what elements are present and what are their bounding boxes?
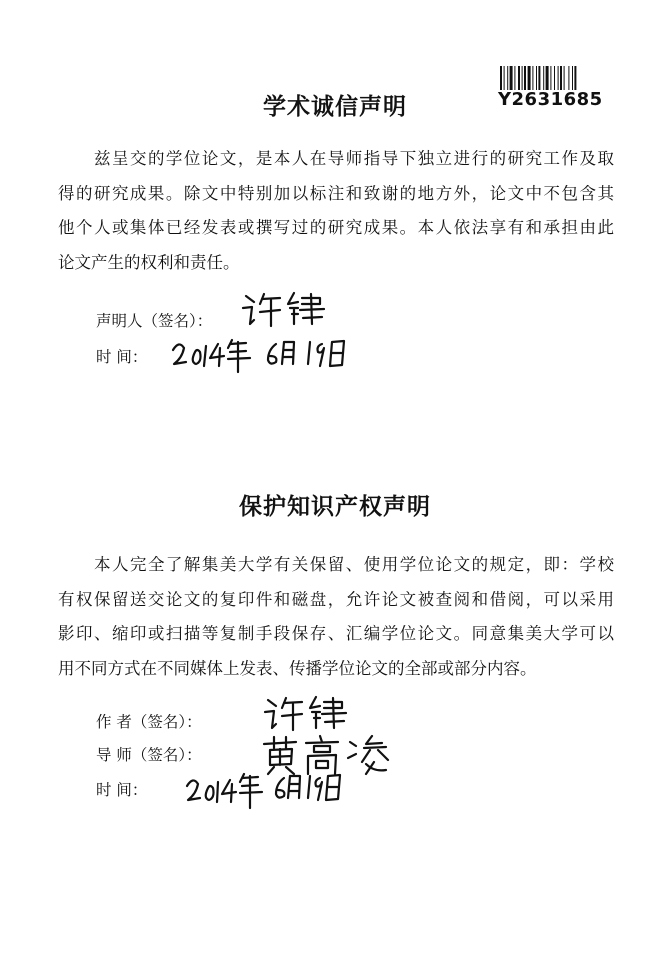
- barcode-number: Y2631685: [498, 89, 603, 110]
- paragraph-line: 用不同方式在不同媒体上发表、传播学位论文的全部或部分内容。: [58, 658, 537, 678]
- declarant-signature: [240, 290, 330, 330]
- date-label: 时 间：: [96, 781, 148, 799]
- paragraph-line: 影印、缩印或扫描等复制手段保存、汇编学位论文。同意集美大学可以: [58, 624, 614, 643]
- paragraph-line: 本人完全了解集美大学有关保留、使用学位论文的规定，即：学校: [94, 555, 614, 574]
- paragraph-line: 兹呈交的学位论文，是本人在导师指导下独立进行的研究工作及取: [94, 149, 614, 168]
- academic-integrity-paragraph: [58, 142, 614, 280]
- author-label: 作 者（签名）：: [96, 713, 202, 731]
- author-signature: [262, 694, 352, 734]
- paragraph-line: 得的研究成果。除文中特别加以标注和致谢的地方外，论文中不包含其: [58, 183, 614, 203]
- ip-protection-title: 保护知识产权声明: [239, 494, 431, 520]
- declarant-label: 声明人（签名）：: [96, 312, 213, 330]
- barcode: [500, 66, 604, 90]
- supervisor-label: 导 师（签名）：: [96, 746, 202, 764]
- paragraph-line: 有权保留送交论文的复印件和磁盘，允许论文被查阅和借阅，可以采用: [58, 589, 614, 609]
- ip-protection-paragraph: [58, 548, 614, 686]
- paragraph-line: 他个人或集体已经发表或撰写过的研究成果。本人依法享有和承担由此: [58, 218, 614, 237]
- academic-integrity-title: 学术诚信声明: [263, 94, 407, 120]
- paragraph-line: 论文产生的权利和责任。: [58, 252, 240, 272]
- ip-signature-date: [184, 766, 344, 810]
- declarant-signature-date: [170, 332, 350, 372]
- date-label: 时 间：: [96, 348, 148, 366]
